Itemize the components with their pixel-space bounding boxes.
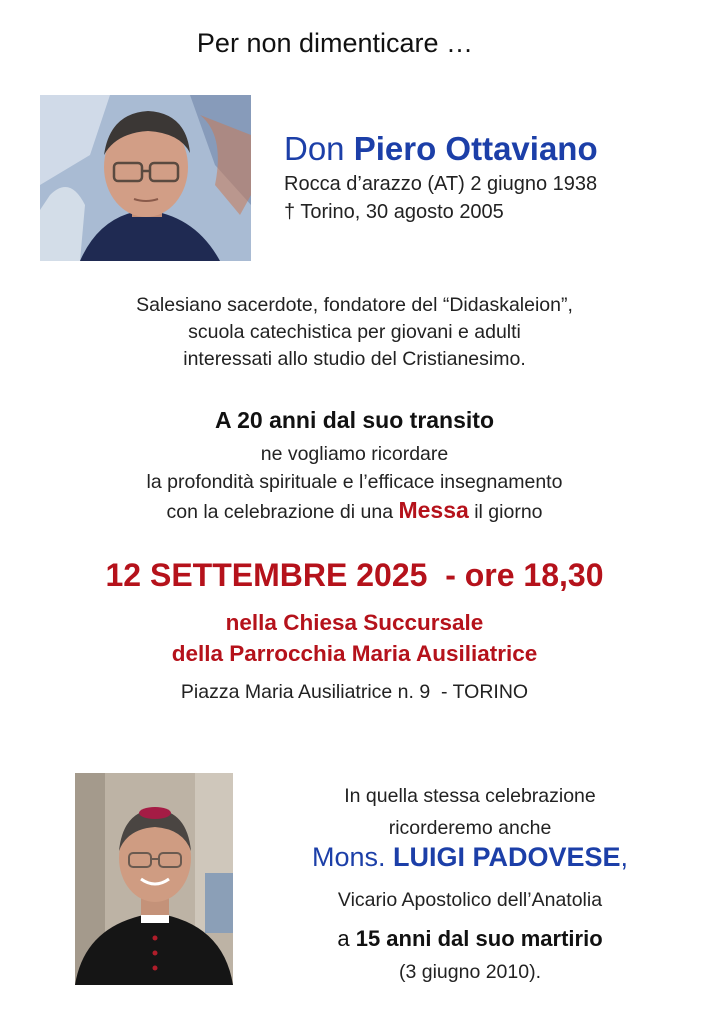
anniversary-line3-after: il giorno [468, 501, 543, 523]
anniversary-line: ne vogliamo ricordare [260, 443, 449, 465]
martyr-anniversary: 15 anni dal suo martirio [355, 926, 603, 951]
description-block [0, 292, 709, 373]
person2-role: Vicario Apostolico dell’Anatolia [337, 889, 603, 911]
anniversary-line3-before: con la celebrazione di una [166, 501, 399, 523]
portrait-photo-piero-ottaviano [40, 95, 251, 261]
person2-intro-line: In quella stessa celebrazione [344, 785, 596, 807]
person2-martyr-date: (3 giugno 2010). [398, 961, 542, 983]
person2-suffix: , [620, 842, 629, 872]
anniversary-line: la profondità spirituale e l’efficace insegnamento [146, 471, 563, 493]
description-line: Salesiano sacerdote, fondatore del “Didaskaleion”, [136, 294, 573, 316]
person2-fullname: LUIGI PADOVESE [392, 842, 621, 872]
portrait-photo-luigi-padovese [75, 773, 233, 985]
person2-martyrdom [250, 926, 690, 952]
anniversary-heading: A 20 anni dal suo transito [214, 407, 495, 433]
anniversary-line [0, 496, 709, 526]
description-line: interessati allo studio del Cristianesimo. [183, 348, 526, 370]
martyr-before: a [337, 926, 356, 951]
person1-fullname: Piero Ottaviano [353, 130, 598, 167]
page-title: Per non dimenticare … [196, 28, 474, 58]
anniversary-text [0, 440, 709, 526]
event-address: Piazza Maria Ausiliatrice n. 9 - TORINO [180, 681, 529, 703]
messa-highlight: Messa [398, 497, 469, 523]
person1-death: † Torino, 30 agosto 2005 [284, 201, 504, 223]
event-church [0, 607, 709, 669]
person1-birth: Rocca d’arazzo (AT) 2 giugno 1938 [284, 173, 598, 195]
person2-name [250, 842, 690, 873]
description-line: scuola catechistica per giovani e adulti [188, 321, 521, 343]
person2-intro-line: ricorderemo anche [388, 817, 552, 839]
church-line: della Parrocchia Maria Ausiliatrice [171, 641, 538, 666]
portrait-illustration [40, 95, 251, 261]
event-date: 12 SETTEMBRE 2025 - ore 18,30 [105, 557, 604, 593]
person1-name [284, 130, 598, 168]
church-line: nella Chiesa Succursale [225, 610, 484, 635]
person2-prefix: Mons. [311, 842, 393, 872]
person1-prefix: Don [284, 130, 354, 167]
person2-intro [250, 780, 690, 844]
portrait-illustration [75, 773, 233, 985]
